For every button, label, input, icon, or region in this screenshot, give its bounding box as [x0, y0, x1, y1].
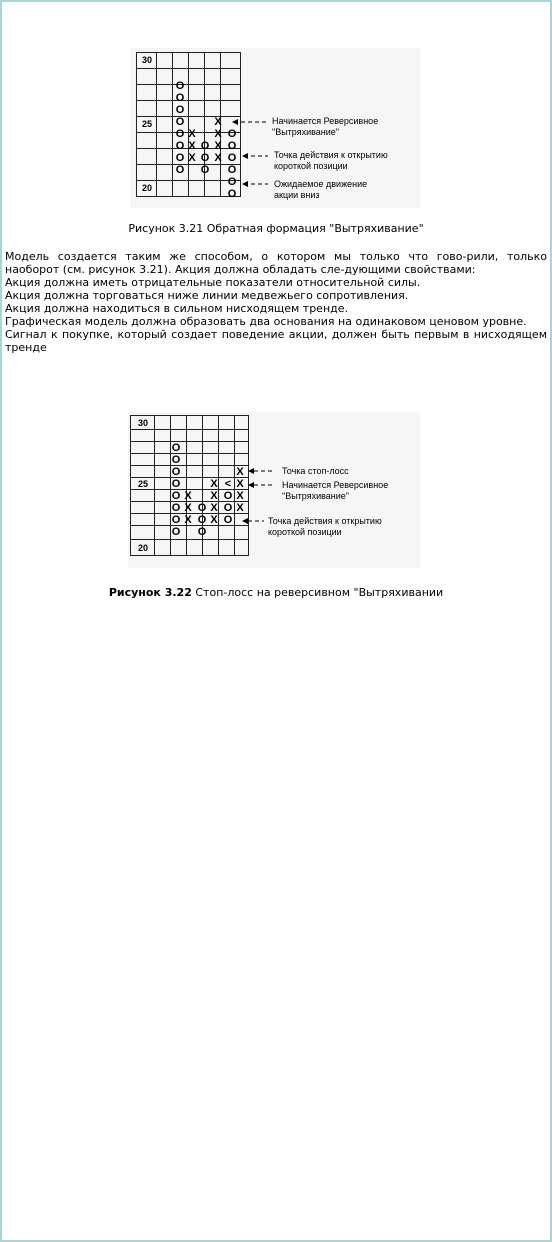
x-mark: X [184, 502, 192, 514]
o-mark: O [171, 442, 181, 454]
x-mark: X [188, 140, 196, 152]
o-mark: O [175, 116, 185, 128]
figure-3-22 [128, 412, 420, 568]
o-mark: O [200, 140, 210, 152]
x-mark: X [214, 116, 222, 128]
tick-label-20: 20 [138, 543, 149, 553]
o-mark: O [175, 104, 185, 116]
o-mark: O [227, 188, 237, 200]
x-mark: X [188, 128, 196, 140]
x-mark: X [210, 502, 218, 514]
o-mark: O [171, 478, 181, 490]
o-mark: O [171, 490, 181, 502]
figure-3-21 [130, 48, 420, 208]
x-mark: X [184, 490, 192, 502]
o-mark: O [175, 140, 185, 152]
annotation-line: Точка стоп-лосс [282, 466, 349, 476]
paragraph: Акция должна находиться в сильном нисходящем тренде. [5, 302, 349, 315]
tick-label-30: 30 [142, 55, 153, 65]
x-mark: X [236, 466, 244, 478]
o-mark: O [175, 80, 185, 92]
x-mark: X [236, 478, 244, 490]
o-mark: O [227, 164, 237, 176]
article-body [5, 250, 547, 354]
o-mark: O [223, 490, 233, 502]
x-mark: X [210, 478, 218, 490]
o-mark: O [171, 454, 181, 466]
o-mark: O [171, 466, 181, 478]
o-mark: O [175, 92, 185, 104]
x-mark: X [214, 152, 222, 164]
pf-chart-2 [128, 412, 420, 568]
paragraph: Сигнал к покупке, который создает поведение акции, должен быть первым в нисходящем тренде [5, 328, 547, 354]
o-mark: O [227, 128, 237, 140]
x-mark: X [214, 140, 222, 152]
tick-label-20: 20 [142, 183, 153, 193]
o-mark: O [227, 152, 237, 164]
figure-caption-text: Стоп-лосс на реверсивном "Вытряхивании [191, 586, 444, 599]
o-mark: O [197, 526, 207, 538]
o-mark: O [175, 152, 185, 164]
annotation-line: "Вытряхивание" [282, 491, 349, 501]
x-mark: X [210, 490, 218, 502]
o-mark: O [200, 164, 210, 176]
annotation-line: Начинается Реверсивное [272, 116, 379, 126]
annotation-line: акции вниз [274, 190, 320, 200]
figure-caption [0, 586, 552, 599]
tick-label-25: 25 [138, 479, 149, 489]
x-mark: X [214, 128, 222, 140]
annotation-line: Начинается Реверсивное [282, 480, 389, 490]
pf-chart-1 [130, 48, 420, 208]
o-mark: O [223, 514, 233, 526]
figure-caption: Рисунок 3.21 Обратная формация "Вытряхивание" [128, 222, 424, 235]
o-mark: O [200, 152, 210, 164]
o-mark: O [175, 128, 185, 140]
paragraph: Графическая модель должна образовать два основания на одинаковом ценовом уровне. [5, 315, 527, 328]
annotation-line: Точка действия к открытию [274, 150, 388, 160]
tick-label-25: 25 [142, 119, 153, 129]
o-mark: O [171, 502, 181, 514]
annotation-line: короткой позиции [268, 527, 342, 537]
paragraph: Акция должна торговаться ниже линии медвежьего сопротивления. [5, 289, 409, 302]
annotation-line: Точка действия к открытию [268, 516, 382, 526]
x-mark: X [210, 514, 218, 526]
o-mark: O [197, 502, 207, 514]
o-mark: O [171, 514, 181, 526]
x-mark: X [184, 514, 192, 526]
annotation-line: Ожидаемое движение [274, 179, 368, 189]
o-mark: O [223, 502, 233, 514]
o-mark: O [227, 140, 237, 152]
o-mark: O [227, 176, 237, 188]
o-mark: O [171, 526, 181, 538]
annotation-line: короткой позиции [274, 161, 348, 171]
paragraph: Акция должна иметь отрицательные показатели относительной силы. [5, 276, 421, 289]
o-mark: O [197, 514, 207, 526]
x-mark: X [188, 152, 196, 164]
annotation-line: "Вытряхивание" [272, 127, 339, 137]
x-mark: X [236, 502, 244, 514]
o-mark: O [175, 164, 185, 176]
x-mark: X [236, 490, 244, 502]
figure-caption-label: Рисунок 3.22 [108, 586, 192, 599]
stop-marker: < [224, 478, 232, 490]
paragraph: Модель создается таким же способом, о котором мы только что гово-рили, только наоборот (см. рисунок 3.21). Акция должна обладать сле-дующими свойствами: [5, 250, 547, 276]
tick-label-30: 30 [138, 418, 149, 428]
